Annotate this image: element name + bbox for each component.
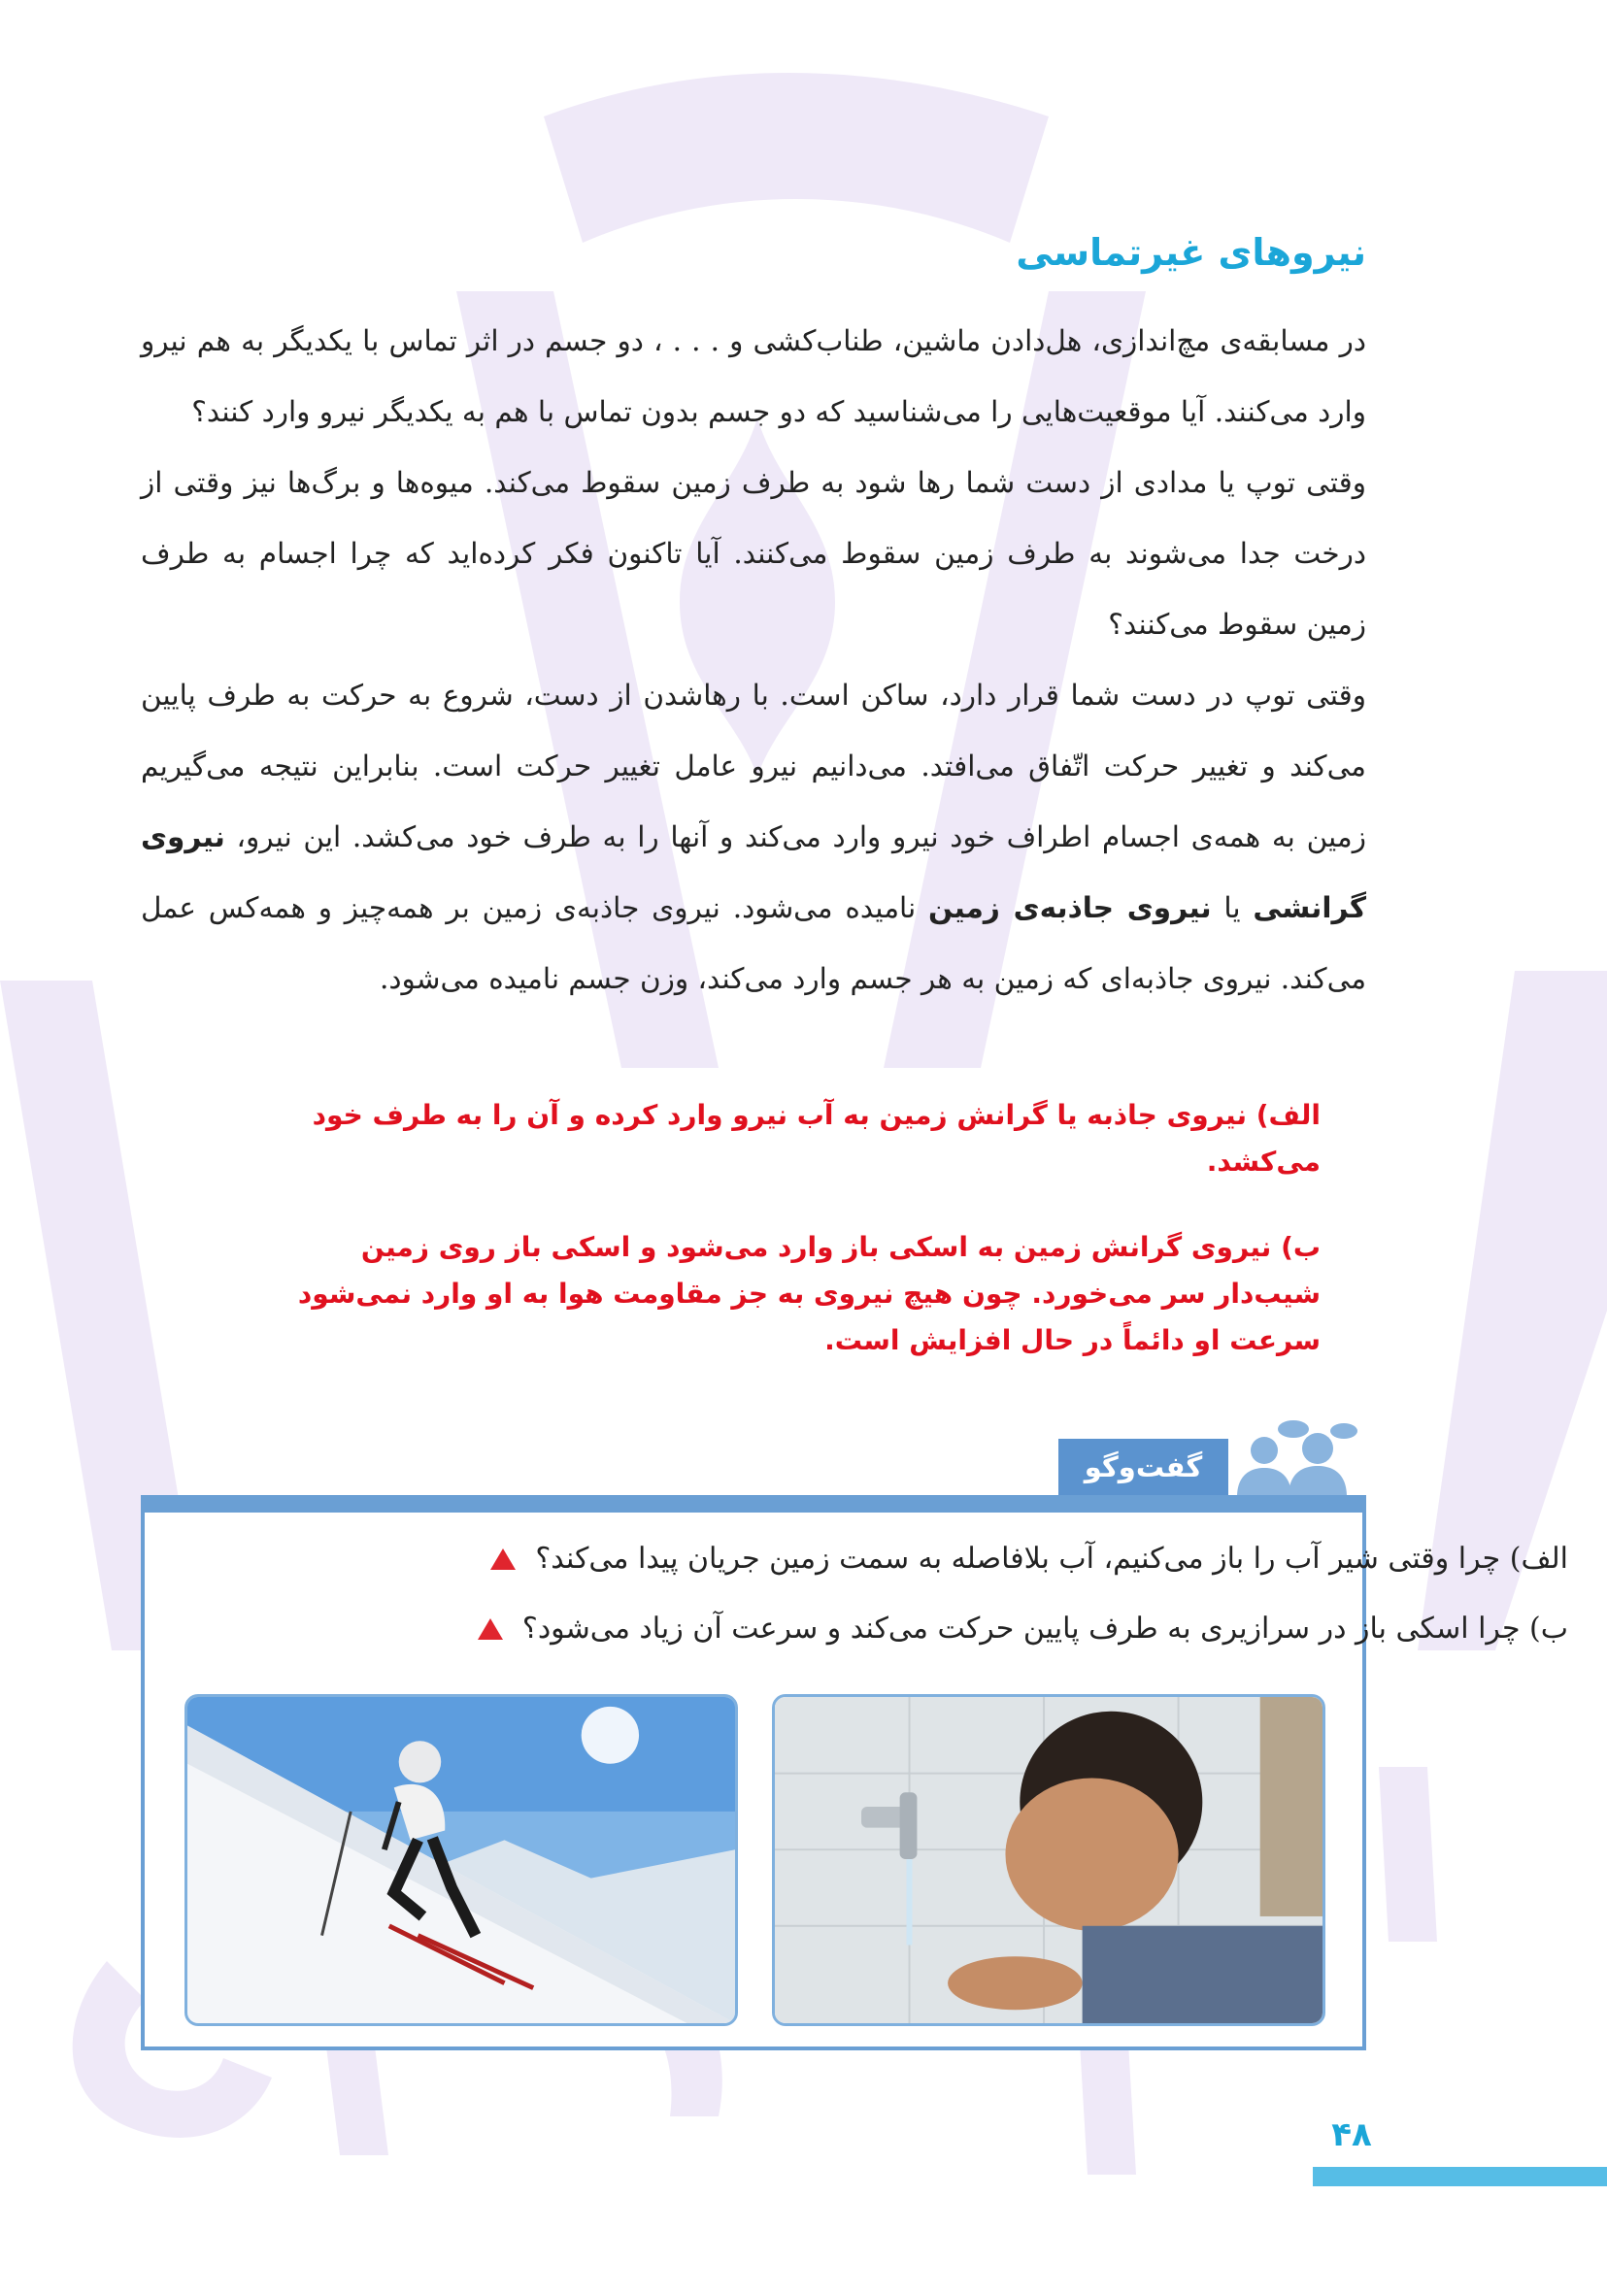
- term-earth-gravity: نیروی جاذبه‌ی زمین: [928, 891, 1212, 924]
- discussion-question-a: [490, 1542, 1568, 1576]
- term-gravitational-force: نیروی گرانشی: [141, 820, 1366, 924]
- page-number: ۴۸: [1331, 2115, 1372, 2154]
- discussion-people-icon: [1225, 1419, 1371, 1497]
- answer-a: الف) نیروی جاذبه یا گرانش زمین به آب نیرو وارد کرده و آن را به طرف خود می‌کشد.: [312, 1099, 1321, 1178]
- paragraph-3-part-1: وقتی توپ در دست شما قرار دارد، ساکن است. با رهاشدن از دست، شروع به حرکت به طرف پایین می‌کند و تغییر حرکت اتّفاق می‌افتد. می‌دانیم نیرو عامل تغییر حرکت است. بنابراین نتیجه می‌گیریم زمین به همه‌ی اجسام اطراف خود نیرو وارد می‌کند و آنها را به طرف خود می‌کشد. این نیرو،: [141, 679, 1366, 853]
- answer-b: ب) نیروی گرانش زمین به اسکی باز وارد می‌شود و اسکی باز روی زمین شیب‌دار سر می‌خورد. چون هیچ نیروی به جز مقاومت هوا به او وارد نمی‌شود سرعت او دائماً در حال افزایش است.: [297, 1231, 1321, 1356]
- paragraph-2: وقتی توپ یا مدادی از دست شما رها شود به طرف زمین سقوط می‌کند. میوه‌ها و برگ‌ها نیز وقتی از درخت جدا می‌شوند به طرف زمین سقوط می‌کنند. آیا تاکنون فکر کرده‌اید که چرا اجسام به طرف زمین سقوط می‌کنند؟: [141, 466, 1366, 641]
- paragraph-3-part-2: یا: [1223, 891, 1241, 924]
- question-a-text: الف) چرا وقتی شیر آب را باز می‌کنیم، آب بلافاصله به سمت زمین جریان پیدا می‌کند؟: [535, 1542, 1568, 1576]
- discussion-question-b: [478, 1612, 1568, 1646]
- discussion-box-top-bar: [145, 1499, 1362, 1513]
- triangle-marker-icon: [490, 1548, 516, 1570]
- paragraph-1: در مسابقه‌ی مچ‌اندازی، هل‌دادن ماشین، طناب‌کشی و . . . ، دو جسم در اثر تماس با یکدیگر به هم نیرو وارد می‌کنند. آیا موقعیت‌هایی را می‌شناسید که دو جسم بدون تماس با هم به یکدیگر نیرو وارد کنند؟: [141, 324, 1366, 428]
- photo-skier: [184, 1694, 738, 2026]
- paragraph-3-part-3: نامیده می‌شود. نیروی جاذبه‌ی زمین بر همه‌چیز و همه‌کس عمل می‌کند. نیروی جاذبه‌ای که زمین به هر جسم وارد می‌کند، وزن جسم نامیده می‌شود.: [141, 891, 1366, 995]
- page-number-bar: [1313, 2167, 1607, 2186]
- discussion-tab: گفت‌وگو: [1058, 1439, 1228, 1495]
- question-b-text: ب) چرا اسکی باز در سرازیری به طرف پایین حرکت می‌کند و سرعت آن زیاد می‌شود؟: [521, 1612, 1568, 1646]
- answers-block: [291, 1092, 1321, 1403]
- triangle-marker-icon: [478, 1618, 503, 1640]
- paragraph-3: [141, 660, 1366, 1015]
- section-title: نیروهای غیرتماسی: [1016, 231, 1366, 274]
- photo-boy-at-tap: [772, 1694, 1325, 2026]
- body-text: [141, 306, 1366, 1015]
